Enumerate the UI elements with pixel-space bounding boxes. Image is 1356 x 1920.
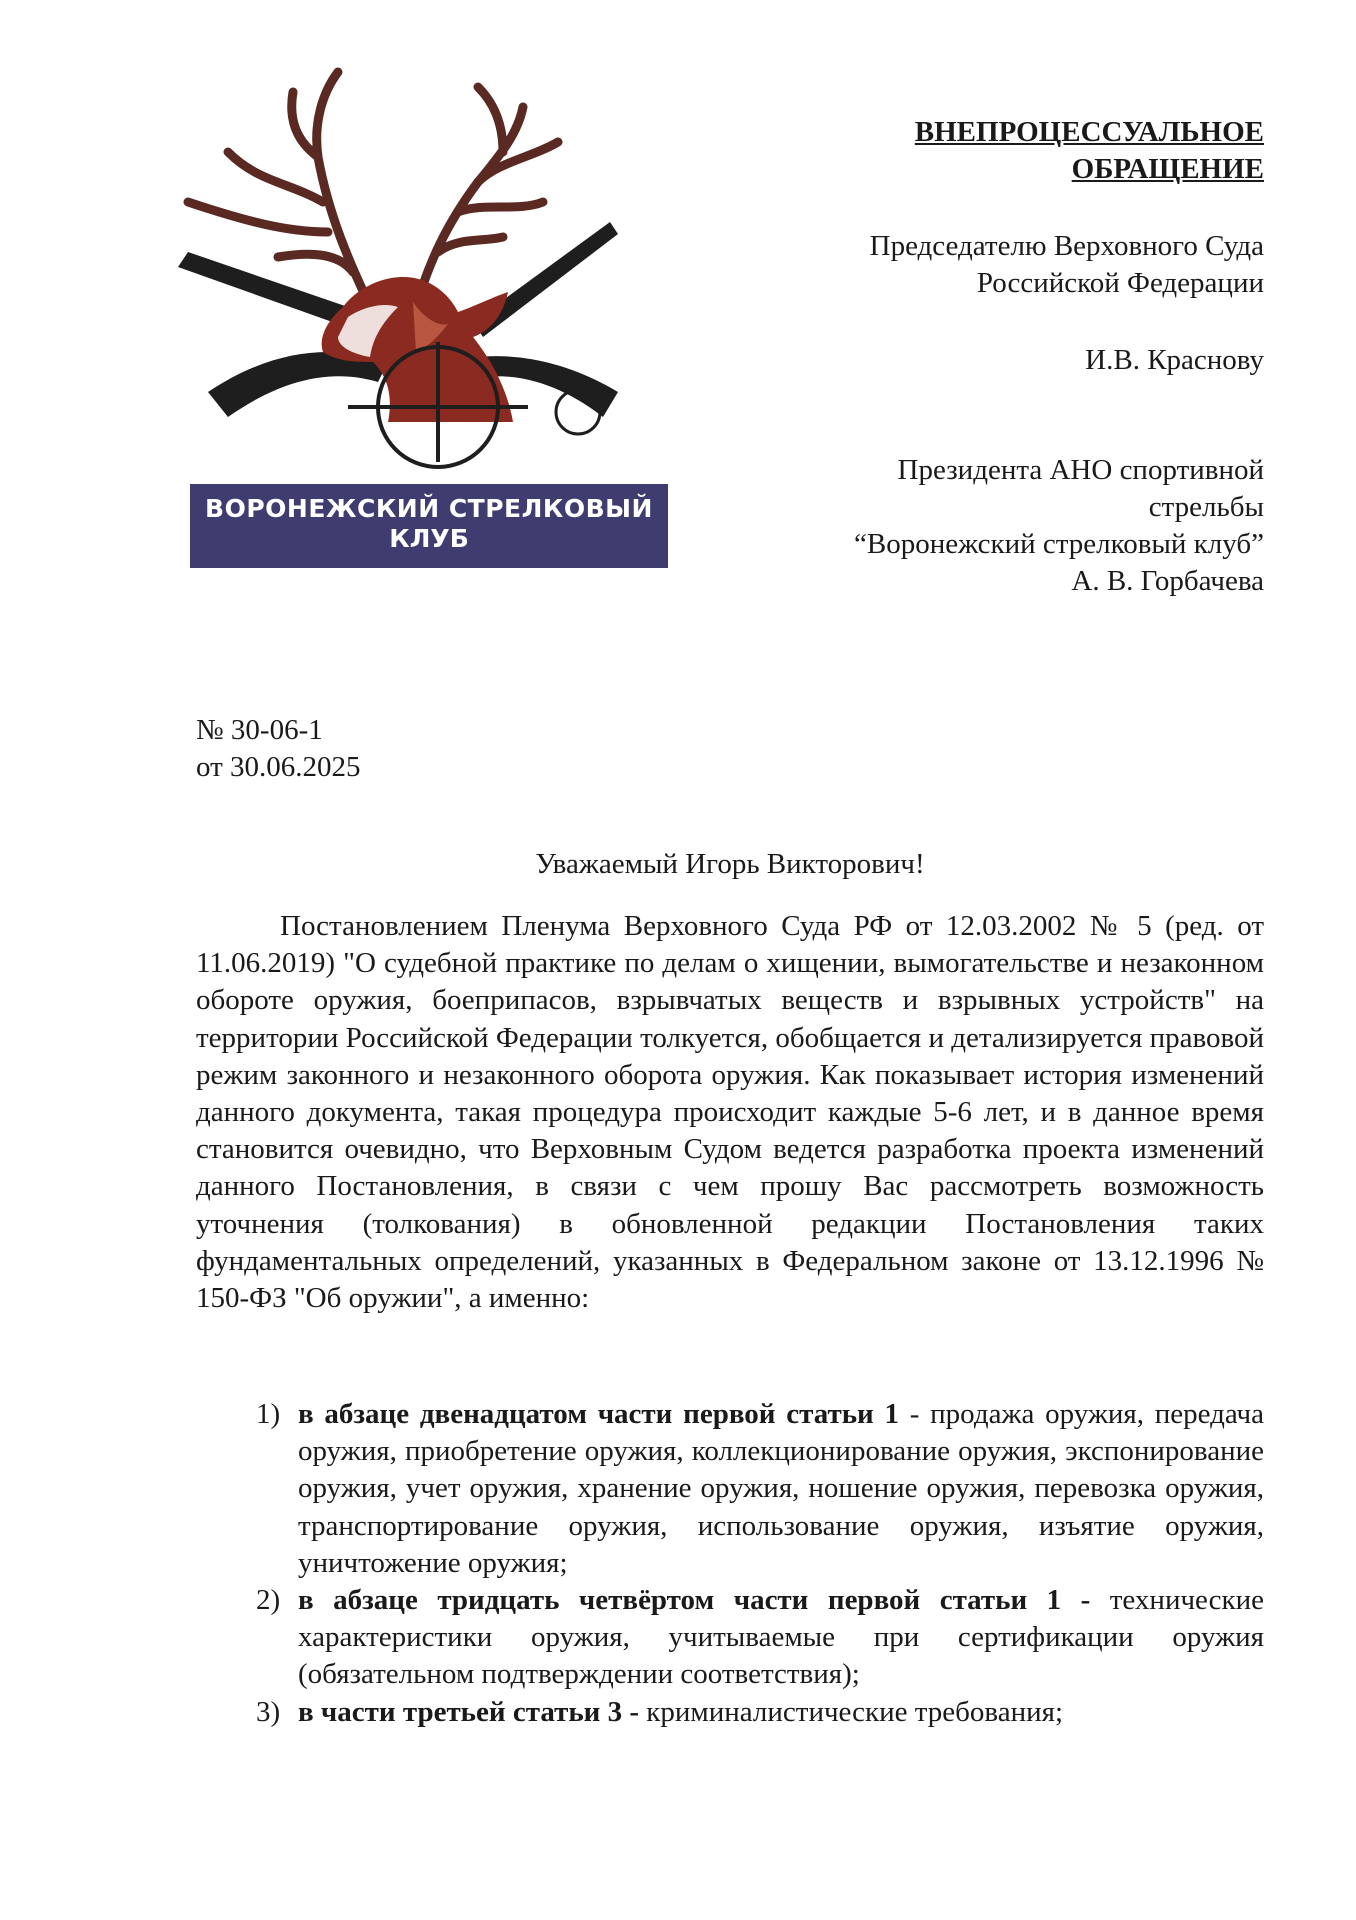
addressee-line2: Российской Федерации [976,267,1264,299]
addressee-name: И.В. Краснову [1085,344,1264,376]
logo-banner [190,484,668,568]
list-item-number: 3) [256,1695,281,1728]
document-number: № 30-06-1 [196,714,323,746]
list-item-bold: в абзаце тридцать четвёртом части первой статьи 1 - [298,1584,1091,1617]
request-list [196,1396,1264,1731]
list-item [196,1582,1264,1694]
sender-line2: стрельбы [1148,491,1264,523]
list-item-number: 1) [256,1398,281,1430]
greeting: Уважаемый Игорь Викторович! [535,848,925,880]
list-item-number: 2) [256,1584,281,1617]
list-item-text: криминалистические требования; [639,1695,1064,1728]
list-item-bold: в абзаце двенадцатом части первой статьи 1 [298,1398,899,1430]
title-line2: ОБРАЩЕНИЕ [1071,153,1264,185]
sender-line1: Президента АНО спортивной [897,454,1264,486]
list-item-text: - продажа оружия, передача оружия, приобретение оружия, коллекционирование оружия, экспонирование оружия, учет оружия, хранение оружия, ношение оружия, перевозка оружия, транспортирование оружия, использование оружия, изъятие оружия, уничтожение оружия; [298,1398,1265,1579]
sender-line3: “Воронежский стрелковый клуб” [854,528,1264,560]
title-line1: ВНЕПРОЦЕССУАЛЬНОЕ [914,116,1264,148]
list-item [196,1396,1264,1582]
sender-block [854,452,1264,600]
body-paragraph: Постановлением Пленума Верховного Суда РФ от 12.03.2002 № 5 (ред. от 11.06.2019) "О судебной практике по делам о хищении, вымогательстве и незаконном обороте оружия, боеприпасов, взрывчатых веществ и взрывных устройств" на территории Российской Федерации толкуется, обобщается и детализируется правовой режим законного и незаконного оборота оружия. Как показывает история изменений данного документа, такая процедура происходит каждые 5-6 лет, и в данное время становится очевидно, что Верховным Судом ведется разработка проекта изменений данного Постановления, в связи с чем прошу Вас рассмотреть возможность уточнения (толкования) в обновленной редакции Постановления таких фундаментальных определений, указанных в Федеральном законе от 13.12.1996 № 150-ФЗ "Об оружии", а именно: [196,910,1264,1315]
logo-banner-line2: КЛУБ [389,524,469,553]
document-number-block [196,712,361,786]
club-logo [148,62,688,562]
sender-name: А. В. Горбачева [1071,565,1264,597]
document-title [915,114,1264,188]
list-item [196,1694,1264,1731]
addressee-block [870,228,1264,302]
logo-banner-line1: ВОРОНЕЖСКИЙ СТРЕЛКОВЫЙ [205,494,653,523]
addressee-line1: Председателю Верховного Суда [869,230,1264,262]
list-item-text: технические характеристики оружия, учитываемые при сертификации оружия (обязательном подтверждении соответствия); [298,1584,1264,1691]
list-item-bold: в части третьей статьи 3 - [298,1695,640,1728]
document-date: от 30.06.2025 [196,751,361,783]
deer-logo-icon [148,62,688,492]
